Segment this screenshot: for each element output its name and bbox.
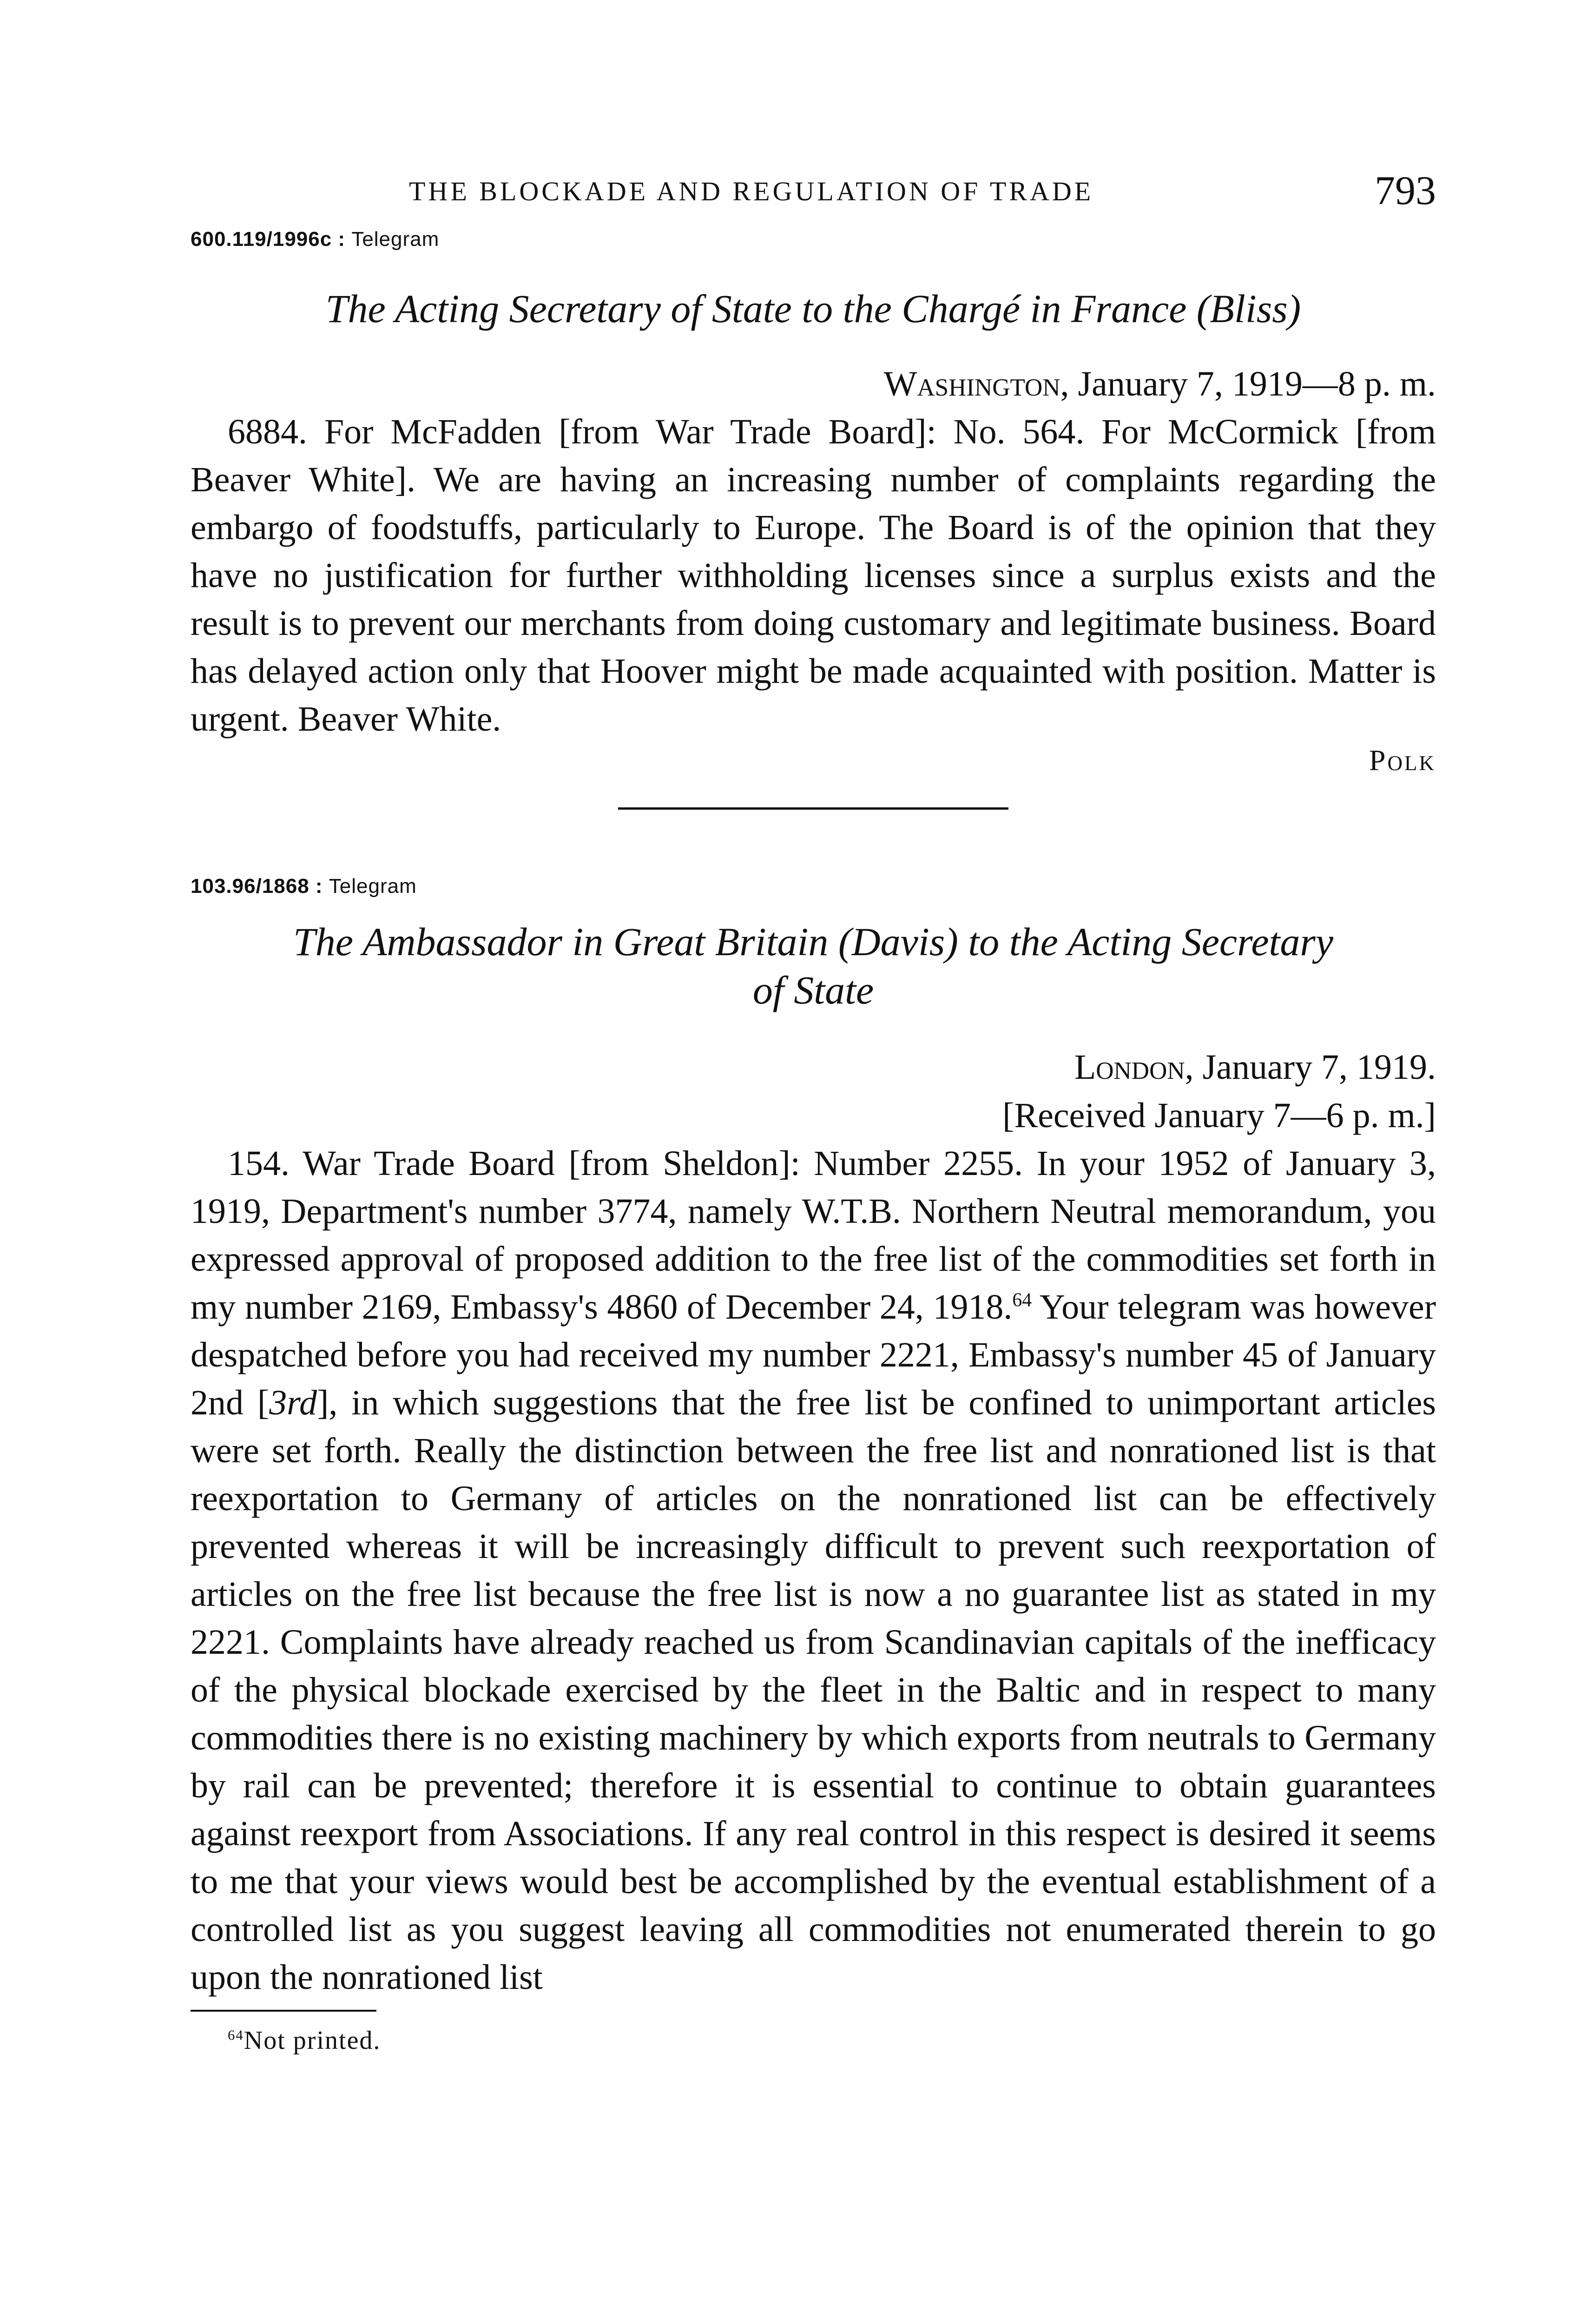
doc2-place-date	[191, 1043, 1436, 1091]
running-title: THE BLOCKADE AND REGULATION OF TRADE	[409, 176, 1094, 206]
doc2-body-correction: 3rd	[269, 1383, 317, 1422]
footnote	[228, 2026, 1436, 2055]
doc2-file-kind: Telegram	[329, 875, 417, 898]
doc2-file-number: 103.96/1868	[191, 875, 310, 898]
doc2-file-reference	[191, 875, 1436, 898]
doc2-body-part2: Your telegram was however despatched before you had received my number 2221, Embassy's number 45 of January 2nd [	[191, 1287, 1436, 1422]
doc1-file-separator: :	[332, 228, 352, 251]
doc1-file-reference	[191, 228, 1436, 251]
doc2-heading	[191, 918, 1436, 1014]
running-head	[191, 167, 1436, 214]
doc1-heading: The Acting Secretary of State to the Chargé in France (Bliss)	[325, 286, 1301, 331]
doc2-body	[191, 1140, 1436, 2001]
doc1-signature: Polk	[1369, 744, 1436, 777]
page-number: 793	[1375, 168, 1436, 213]
doc1-place-date	[191, 360, 1436, 408]
footnote-rule	[191, 2010, 376, 2012]
doc2-heading-line1: The Ambassador in Great Britain (Davis) to the Acting Secretary	[293, 919, 1334, 964]
doc1-body: 6884. For McFadden [from War Trade Board]: No. 564. For McCormick [from Beaver White]. We are having an increasing number of complaints regarding the embargo of foodstuffs, particularly to Europe. The Board is of the opinion that they have no justification for further withholding licenses since a surplus exists and the result is to prevent our merchants from doing customary and legitimate business. Board has delayed action only that Hoover might be made acquainted with position. Matter is urgent. Beaver White.	[191, 412, 1436, 739]
footnote-marker: 64	[228, 2027, 244, 2043]
footnote-reference: 64	[1012, 1289, 1032, 1311]
doc1-file-kind: Telegram	[351, 228, 440, 251]
doc2-date: , January 7, 1919.	[1185, 1048, 1436, 1087]
doc2-body-part3: ], in which suggestions that the free list be confined to unimportant articles were set forth. Really the distinction between the free list and nonrationed list is that reexportation to Germany of articles on the nonrationed list can be effectively prevented whereas it will be increasingly difficult to prevent such reexportation of articles on the free list because the free list is now a no guarantee list as stated in my 2221. Complaints have already reached us from Scandinavian capitals of the inefficacy of the physical blockade exercised by the fleet in the Baltic and in respect to many commodities there is no existing machinery by which exports from neutrals to Germany by rail can be prevented; therefore it is essential to continue to obtain guarantees against reexport from Associations. If any real control in this respect is desired it seems to me that your views would best be accomplished by the eventual establishment of a controlled list as you suggest leaving all commodities not enumerated therein to go upon the nonrationed list	[191, 1383, 1436, 1997]
doc2-file-separator: :	[309, 875, 329, 898]
doc2-received: [Received January 7—6 p. m.]	[1002, 1096, 1436, 1135]
doc2-place: London	[1074, 1048, 1185, 1087]
doc1-date: , January 7, 1919—8 p. m.	[1060, 364, 1436, 403]
doc1-place: Washington	[883, 364, 1060, 403]
doc1-file-number: 600.119/1996c	[191, 228, 332, 251]
section-separator	[618, 807, 1008, 810]
doc2-heading-line2: of State	[752, 968, 874, 1012]
doc2-body-part1: 154. War Trade Board [from Sheldon]: Number 2255. In your 1952 of January 3, 1919, Department's number 3774, namely W.T.B. Northern Neutral memorandum, you expressed approval of proposed addition to the free list of the commodities set forth in my number 2169, Embassy's 4860 of December 24, 1918.	[191, 1144, 1436, 1327]
footnote-text: Not printed.	[244, 2026, 381, 2055]
document-page	[191, 167, 1436, 2055]
